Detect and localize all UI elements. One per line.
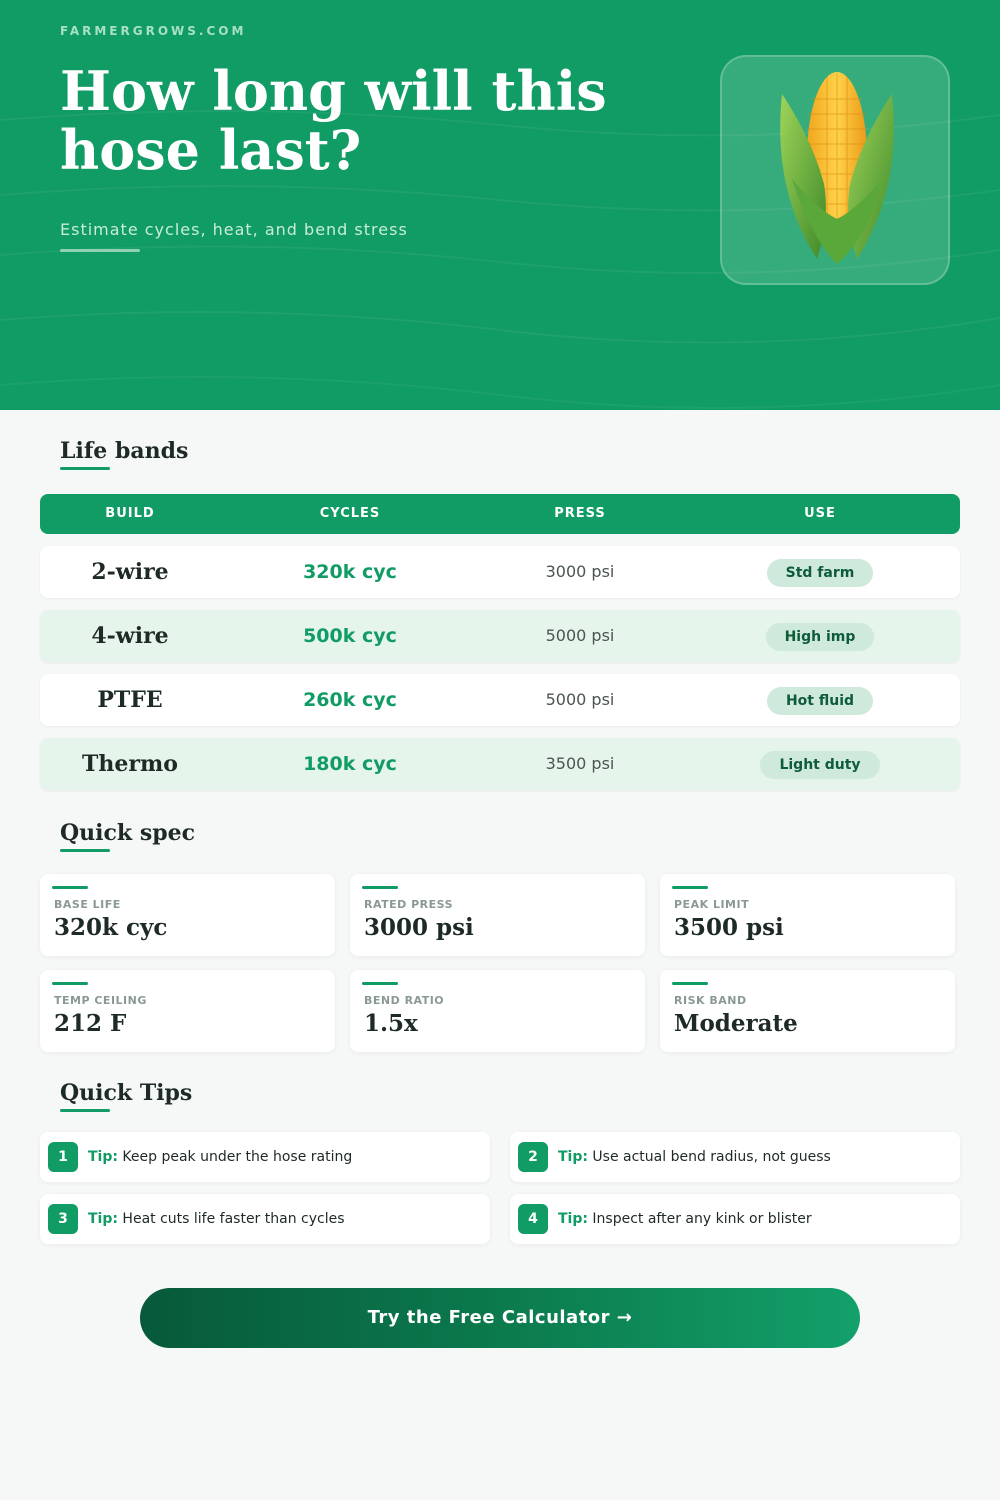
brand-name: FARMERGROWS.COM	[60, 24, 247, 38]
tip-body: Heat cuts life faster than cycles	[122, 1211, 345, 1227]
press-cell: 5000 psi	[545, 626, 615, 645]
card-accent	[672, 886, 708, 889]
section-title-quick-spec: Quick spec	[60, 820, 195, 846]
table-row	[40, 546, 960, 598]
use-cell	[700, 546, 940, 598]
section-title-life-bands: Life bands	[60, 438, 189, 464]
tip-card	[510, 1132, 960, 1182]
column-header-press: PRESS	[554, 506, 606, 521]
spec-label: RISK BAND	[674, 994, 747, 1007]
tip-text	[558, 1132, 831, 1182]
press-cell: 3500 psi	[545, 754, 615, 773]
page-subtitle: Estimate cycles, heat, and bend stress	[60, 220, 408, 239]
card-accent	[362, 886, 398, 889]
column-header-cycles: CYCLES	[319, 506, 381, 521]
use-cell	[700, 674, 940, 726]
corn-icon	[772, 69, 902, 269]
use-badge: High imp	[766, 623, 875, 651]
spec-label: BEND RATIO	[364, 994, 445, 1007]
tip-number-badge: 3	[48, 1204, 78, 1234]
use-cell	[700, 738, 940, 790]
card-accent	[52, 982, 88, 985]
tip-number-badge: 1	[48, 1142, 78, 1172]
spec-label: PEAK LIMIT	[674, 898, 750, 911]
table-row	[40, 674, 960, 726]
press-cell: 5000 psi	[545, 690, 615, 709]
section-underline	[60, 1109, 110, 1112]
hero-banner	[0, 0, 1000, 410]
spec-label: BASE LIFE	[54, 898, 121, 911]
spec-value: 1.5x	[364, 1010, 418, 1037]
spec-value: 212 F	[54, 1010, 127, 1037]
tip-body: Inspect after any kink or blister	[592, 1211, 812, 1227]
card-accent	[362, 982, 398, 985]
table-row	[40, 738, 960, 790]
section-title-quick-tips: Quick Tips	[60, 1080, 193, 1106]
cycles-cell: 320k cyc	[303, 561, 397, 583]
spec-card-rated-press	[350, 874, 645, 956]
tip-text	[88, 1132, 352, 1182]
use-cell	[700, 610, 940, 662]
tip-number-badge: 4	[518, 1204, 548, 1234]
corn-illustration-card	[720, 55, 950, 285]
subtitle-underline	[60, 249, 140, 252]
tip-body: Keep peak under the hose rating	[122, 1149, 353, 1165]
spec-value: 3000 psi	[364, 914, 474, 941]
tip-prefix: Tip:	[88, 1149, 118, 1165]
build-cell: 4-wire	[91, 623, 169, 649]
tip-text	[88, 1194, 345, 1244]
spec-value: 320k cyc	[54, 914, 168, 941]
spec-card-base-life	[40, 874, 335, 956]
spec-value: Moderate	[674, 1010, 798, 1037]
press-cell: 3000 psi	[545, 562, 615, 581]
tip-card	[510, 1194, 960, 1244]
build-cell: PTFE	[97, 687, 163, 713]
use-badge: Light duty	[760, 751, 879, 779]
spec-card-bend-ratio	[350, 970, 645, 1052]
build-cell: Thermo	[82, 751, 178, 777]
spec-value: 3500 psi	[674, 914, 784, 941]
column-header-build: BUILD	[105, 506, 155, 521]
spec-card-temp-ceiling	[40, 970, 335, 1052]
spec-label: TEMP CEILING	[54, 994, 147, 1007]
tip-prefix: Tip:	[558, 1211, 588, 1227]
tip-number-badge: 2	[518, 1142, 548, 1172]
tip-card	[40, 1194, 490, 1244]
table-row	[40, 610, 960, 662]
section-underline	[60, 849, 110, 852]
use-badge: Std farm	[767, 559, 874, 587]
card-accent	[52, 886, 88, 889]
tip-card	[40, 1132, 490, 1182]
spec-card-risk-band	[660, 970, 955, 1052]
cycles-cell: 260k cyc	[303, 689, 397, 711]
tip-body: Use actual bend radius, not guess	[592, 1149, 831, 1165]
table-header	[40, 494, 960, 534]
cycles-cell: 500k cyc	[303, 625, 397, 647]
tip-text	[558, 1194, 812, 1244]
tip-prefix: Tip:	[558, 1149, 588, 1165]
use-badge: Hot fluid	[767, 687, 873, 715]
free-calculator-button[interactable]: Try the Free Calculator →	[140, 1288, 860, 1348]
column-header-use: USE	[804, 506, 836, 521]
spec-card-peak-limit	[660, 874, 955, 956]
cycles-cell: 180k cyc	[303, 753, 397, 775]
card-accent	[672, 982, 708, 985]
page-title: How long will this hose last?	[60, 59, 607, 182]
build-cell: 2-wire	[91, 559, 169, 585]
spec-label: RATED PRESS	[364, 898, 454, 911]
tip-prefix: Tip:	[88, 1211, 118, 1227]
section-underline	[60, 467, 110, 470]
